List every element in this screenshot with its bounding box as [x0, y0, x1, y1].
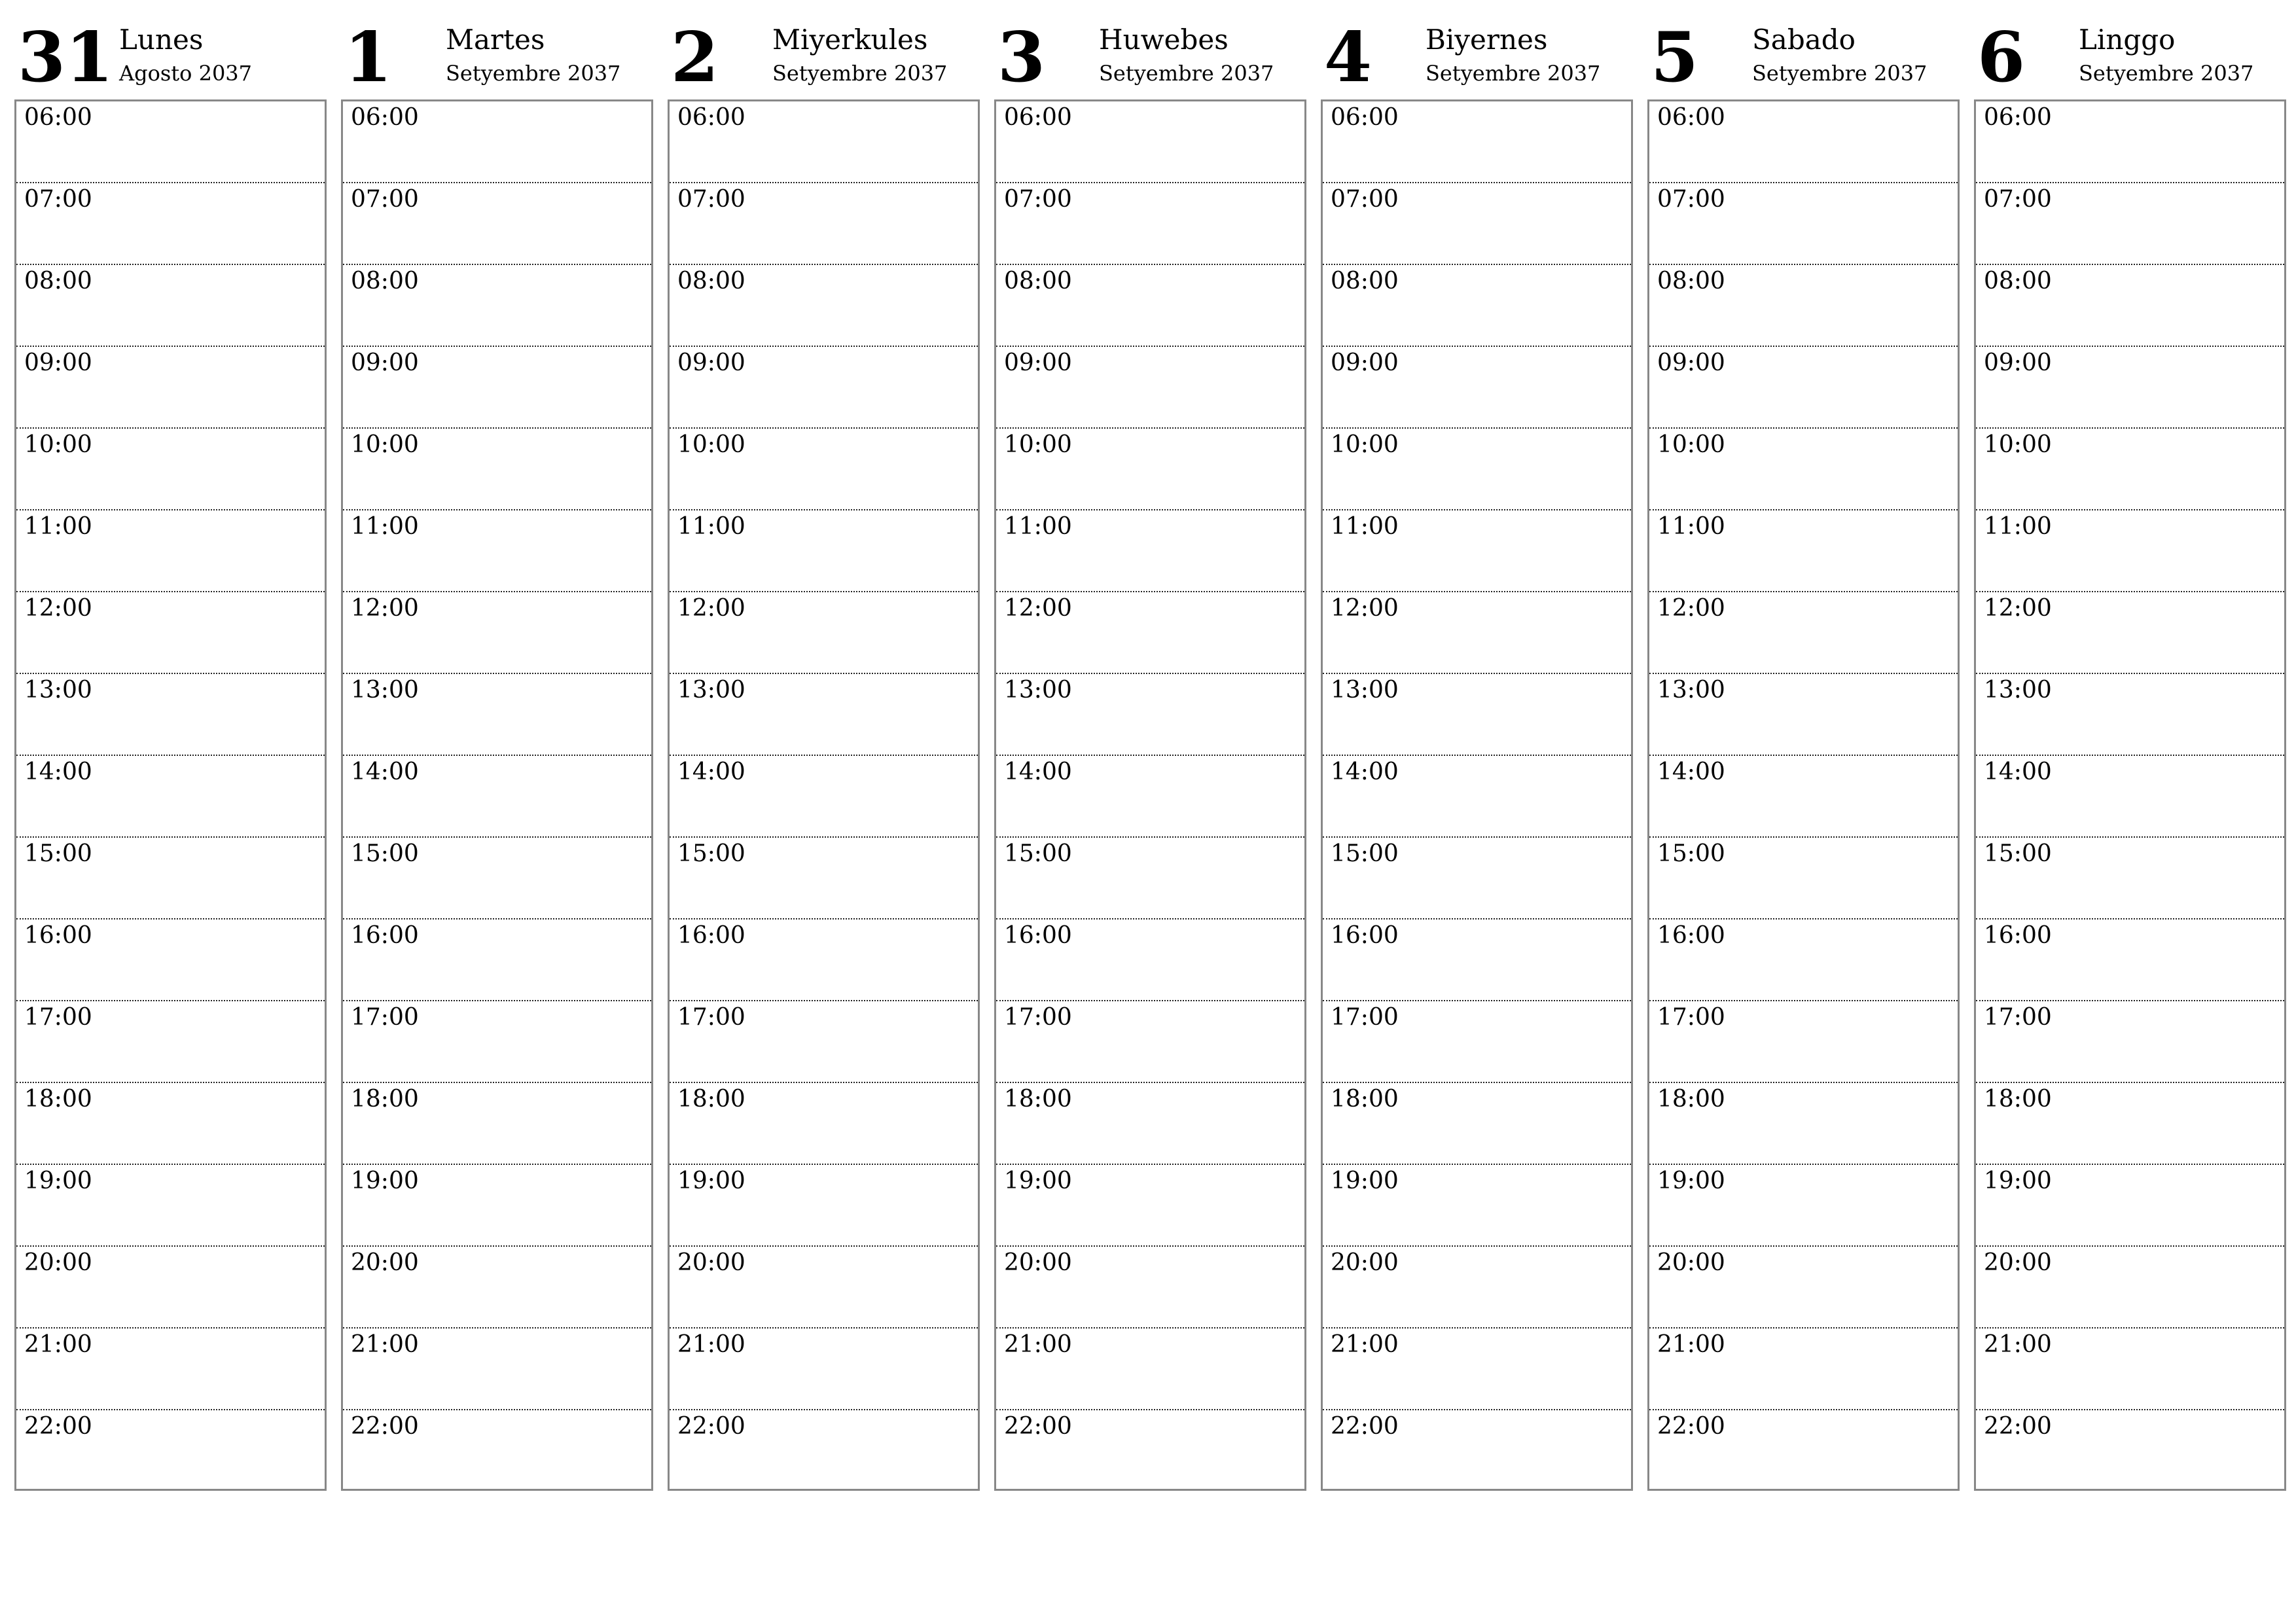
- time-slot[interactable]: 15:00: [16, 838, 325, 919]
- day-column-2: [668, 16, 980, 1491]
- time-slot[interactable]: 10:00: [670, 429, 978, 510]
- time-slot[interactable]: 18:00: [1976, 1083, 2284, 1165]
- day-header: [1974, 16, 2286, 99]
- time-slot[interactable]: 12:00: [996, 592, 1304, 674]
- time-slot[interactable]: 17:00: [1323, 1001, 1631, 1083]
- time-slot[interactable]: 19:00: [1323, 1165, 1631, 1247]
- time-slot[interactable]: 12:00: [1323, 592, 1631, 674]
- time-slot[interactable]: 17:00: [1976, 1001, 2284, 1083]
- time-slot[interactable]: 06:00: [1976, 101, 2284, 183]
- day-name: Sabado: [1752, 24, 1856, 56]
- day-name: Lunes: [119, 24, 204, 56]
- time-slot[interactable]: 14:00: [16, 756, 325, 838]
- day-header: [14, 16, 327, 99]
- time-slot[interactable]: 13:00: [1976, 674, 2284, 756]
- time-slot[interactable]: 09:00: [670, 347, 978, 429]
- day-header: [1321, 16, 1633, 99]
- time-slot[interactable]: 11:00: [1323, 510, 1631, 592]
- day-header: [994, 16, 1306, 99]
- day-month: Setyembre 2037: [1752, 61, 1928, 86]
- time-slot[interactable]: 07:00: [670, 183, 978, 265]
- day-schedule-box: [14, 99, 327, 1491]
- time-slot[interactable]: 09:00: [1649, 347, 1958, 429]
- time-slot[interactable]: 19:00: [16, 1165, 325, 1247]
- day-number: 5: [1651, 16, 1699, 98]
- time-slot[interactable]: 20:00: [1323, 1247, 1631, 1329]
- time-slot[interactable]: 20:00: [1649, 1247, 1958, 1329]
- time-slot[interactable]: 07:00: [1323, 183, 1631, 265]
- time-slot[interactable]: 18:00: [16, 1083, 325, 1165]
- time-slot[interactable]: 09:00: [343, 347, 651, 429]
- day-number: 2: [671, 16, 719, 98]
- time-slot[interactable]: 11:00: [16, 510, 325, 592]
- time-slot[interactable]: 20:00: [16, 1247, 325, 1329]
- time-slot[interactable]: 11:00: [670, 510, 978, 592]
- time-slot[interactable]: 21:00: [996, 1329, 1304, 1410]
- time-slot[interactable]: 12:00: [670, 592, 978, 674]
- day-schedule-box: [668, 99, 980, 1491]
- time-slot[interactable]: 10:00: [1976, 429, 2284, 510]
- time-slot[interactable]: 13:00: [1649, 674, 1958, 756]
- time-slot[interactable]: 13:00: [343, 674, 651, 756]
- time-slot[interactable]: 19:00: [670, 1165, 978, 1247]
- time-slot[interactable]: 13:00: [670, 674, 978, 756]
- day-number: 31: [18, 16, 114, 98]
- time-slot[interactable]: 08:00: [1976, 265, 2284, 347]
- time-slot[interactable]: 12:00: [1649, 592, 1958, 674]
- day-number: 6: [1977, 16, 2026, 98]
- day-month: Setyembre 2037: [1426, 61, 1601, 86]
- time-slot[interactable]: 10:00: [996, 429, 1304, 510]
- day-name: Huwebes: [1099, 24, 1229, 56]
- day-number: 1: [344, 16, 393, 98]
- time-slot[interactable]: 15:00: [343, 838, 651, 919]
- time-slot[interactable]: 17:00: [670, 1001, 978, 1083]
- time-slot[interactable]: 16:00: [1649, 919, 1958, 1001]
- day-name: Linggo: [2079, 24, 2176, 56]
- time-slot[interactable]: 06:00: [343, 101, 651, 183]
- time-slot[interactable]: 21:00: [16, 1329, 325, 1410]
- day-number: 3: [997, 16, 1046, 98]
- day-name: Miyerkules: [772, 24, 928, 56]
- time-slot[interactable]: 09:00: [1323, 347, 1631, 429]
- time-slot[interactable]: 17:00: [1649, 1001, 1958, 1083]
- day-column-4: [1321, 16, 1633, 1491]
- day-column-5: [1647, 16, 1960, 1491]
- time-slot[interactable]: 18:00: [343, 1083, 651, 1165]
- day-header: [341, 16, 653, 99]
- time-slot[interactable]: 06:00: [1323, 101, 1631, 183]
- time-slot[interactable]: 11:00: [1649, 510, 1958, 592]
- day-schedule-box: [994, 99, 1306, 1491]
- time-slot[interactable]: 13:00: [996, 674, 1304, 756]
- day-month: Setyembre 2037: [446, 61, 621, 86]
- day-month: Setyembre 2037: [2079, 61, 2254, 86]
- time-slot[interactable]: 06:00: [996, 101, 1304, 183]
- day-number: 4: [1324, 16, 1372, 98]
- day-schedule-box: [341, 99, 653, 1491]
- day-month: Setyembre 2037: [772, 61, 948, 86]
- time-slot[interactable]: 06:00: [1649, 101, 1958, 183]
- time-slot[interactable]: 16:00: [1976, 919, 2284, 1001]
- time-slot[interactable]: 16:00: [670, 919, 978, 1001]
- time-slot[interactable]: 08:00: [1649, 265, 1958, 347]
- day-column-0: [14, 16, 327, 1491]
- time-slot[interactable]: 22:00: [1657, 1413, 1725, 1440]
- time-slot[interactable]: 09:00: [1976, 347, 2284, 429]
- day-schedule-box: [1321, 99, 1633, 1491]
- time-slot[interactable]: 08:00: [16, 265, 325, 347]
- time-slot[interactable]: 08:00: [1323, 265, 1631, 347]
- time-slot[interactable]: 11:00: [996, 510, 1304, 592]
- time-slot[interactable]: 14:00: [670, 756, 978, 838]
- time-slot[interactable]: 22:00: [24, 1413, 92, 1440]
- time-slot[interactable]: 11:00: [343, 510, 651, 592]
- time-slot[interactable]: 17:00: [343, 1001, 651, 1083]
- time-slot[interactable]: 16:00: [996, 919, 1304, 1001]
- time-slot[interactable]: 21:00: [1976, 1329, 2284, 1410]
- time-slot[interactable]: 08:00: [996, 265, 1304, 347]
- time-slot[interactable]: 08:00: [670, 265, 978, 347]
- time-slot[interactable]: 07:00: [1649, 183, 1958, 265]
- time-slot[interactable]: 09:00: [16, 347, 325, 429]
- time-slot[interactable]: 21:00: [343, 1329, 651, 1410]
- time-slot[interactable]: 20:00: [1976, 1247, 2284, 1329]
- time-slot[interactable]: 22:00: [1331, 1413, 1399, 1440]
- time-slot[interactable]: 17:00: [996, 1001, 1304, 1083]
- time-slot[interactable]: 19:00: [1649, 1165, 1958, 1247]
- time-slot[interactable]: 13:00: [16, 674, 325, 756]
- time-slot[interactable]: 22:00: [1004, 1413, 1072, 1440]
- time-slot[interactable]: 18:00: [996, 1083, 1304, 1165]
- time-slot[interactable]: 21:00: [1649, 1329, 1958, 1410]
- time-slot[interactable]: 19:00: [996, 1165, 1304, 1247]
- time-slot[interactable]: 07:00: [1976, 183, 2284, 265]
- day-month: Agosto 2037: [119, 61, 253, 86]
- time-slot[interactable]: 20:00: [343, 1247, 651, 1329]
- time-slot[interactable]: 20:00: [996, 1247, 1304, 1329]
- day-schedule-box: [1647, 99, 1960, 1491]
- time-slot[interactable]: 15:00: [670, 838, 978, 919]
- time-slot[interactable]: 18:00: [670, 1083, 978, 1165]
- time-slot[interactable]: 13:00: [1323, 674, 1631, 756]
- day-month: Setyembre 2037: [1099, 61, 1274, 86]
- time-slot[interactable]: 15:00: [1976, 838, 2284, 919]
- time-slot[interactable]: 14:00: [1649, 756, 1958, 838]
- time-slot[interactable]: 07:00: [16, 183, 325, 265]
- time-slot[interactable]: 06:00: [670, 101, 978, 183]
- day-column-3: [994, 16, 1306, 1491]
- time-slot[interactable]: 20:00: [670, 1247, 978, 1329]
- time-slot[interactable]: 10:00: [1323, 429, 1631, 510]
- time-slot[interactable]: 19:00: [1976, 1165, 2284, 1247]
- time-slot[interactable]: 21:00: [1323, 1329, 1631, 1410]
- time-slot[interactable]: 12:00: [343, 592, 651, 674]
- day-name: Biyernes: [1426, 24, 1548, 56]
- time-slot[interactable]: 15:00: [996, 838, 1304, 919]
- day-column-6: [1974, 16, 2286, 1491]
- time-slot[interactable]: 18:00: [1649, 1083, 1958, 1165]
- day-name: Martes: [446, 24, 545, 56]
- time-slot[interactable]: 16:00: [16, 919, 325, 1001]
- time-slot[interactable]: 22:00: [677, 1413, 745, 1440]
- time-slot[interactable]: 11:00: [1976, 510, 2284, 592]
- time-slot[interactable]: 07:00: [996, 183, 1304, 265]
- time-slot[interactable]: 18:00: [1323, 1083, 1631, 1165]
- time-slot[interactable]: 16:00: [343, 919, 651, 1001]
- time-slot[interactable]: 15:00: [1649, 838, 1958, 919]
- time-slot[interactable]: 19:00: [343, 1165, 651, 1247]
- day-header: [1647, 16, 1960, 99]
- time-slot[interactable]: 10:00: [343, 429, 651, 510]
- time-slot[interactable]: 14:00: [996, 756, 1304, 838]
- time-slot[interactable]: 06:00: [16, 101, 325, 183]
- time-slot[interactable]: 08:00: [343, 265, 651, 347]
- time-slot[interactable]: 15:00: [1323, 838, 1631, 919]
- time-slot[interactable]: 10:00: [16, 429, 325, 510]
- time-slot[interactable]: 22:00: [1984, 1413, 2052, 1440]
- time-slot[interactable]: 07:00: [343, 183, 651, 265]
- day-header: [668, 16, 980, 99]
- time-slot[interactable]: 22:00: [351, 1413, 419, 1440]
- time-slot[interactable]: 14:00: [1323, 756, 1631, 838]
- time-slot[interactable]: 21:00: [670, 1329, 978, 1410]
- time-slot[interactable]: 14:00: [343, 756, 651, 838]
- time-slot[interactable]: 14:00: [1976, 756, 2284, 838]
- day-column-1: [341, 16, 653, 1491]
- time-slot[interactable]: 17:00: [16, 1001, 325, 1083]
- time-slot[interactable]: 12:00: [16, 592, 325, 674]
- day-schedule-box: [1974, 99, 2286, 1491]
- time-slot[interactable]: 12:00: [1976, 592, 2284, 674]
- time-slot[interactable]: 09:00: [996, 347, 1304, 429]
- weekly-planner: [14, 16, 2282, 1491]
- time-slot[interactable]: 16:00: [1323, 919, 1631, 1001]
- time-slot[interactable]: 10:00: [1649, 429, 1958, 510]
